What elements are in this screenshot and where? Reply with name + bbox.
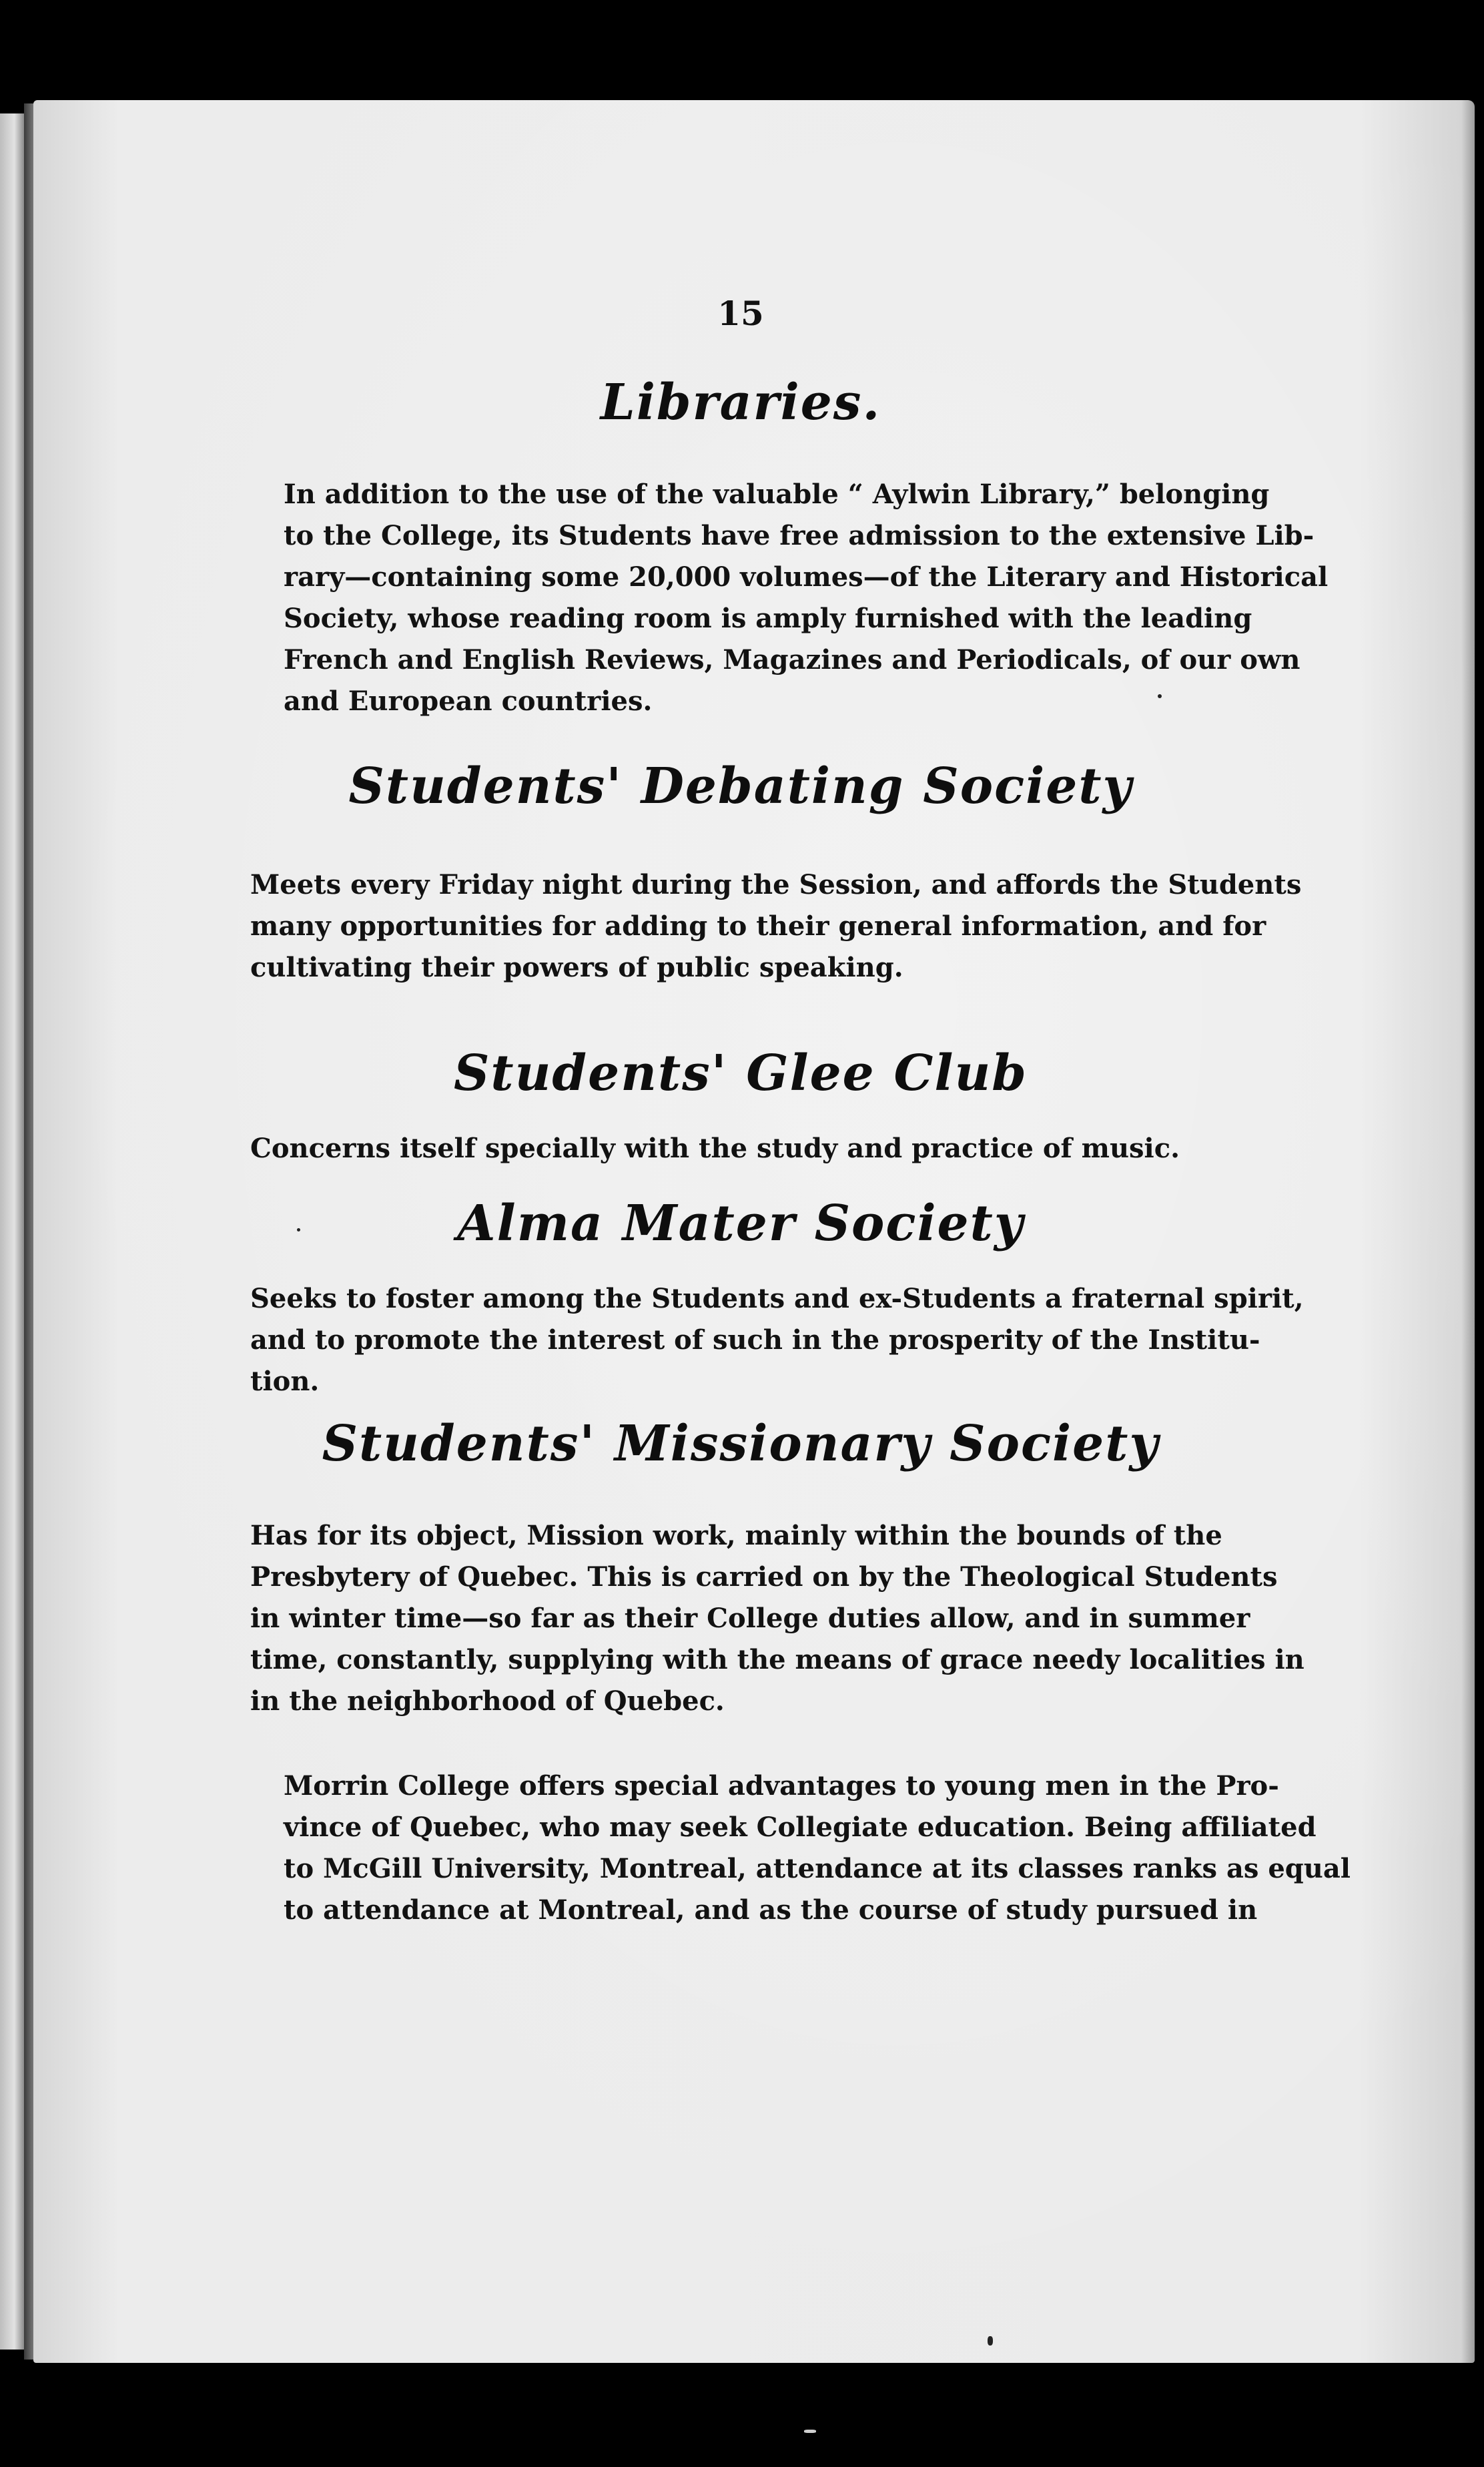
text-line: Concerns itself specially with the study and practice of music.	[250, 1133, 1180, 1164]
text-line: to McGill University, Montreal, attendance at its classes ranks as equal	[284, 1853, 1351, 1884]
heading-alma-mater-society: Alma Mater Society	[457, 1195, 1024, 1252]
paragraph-morrin-college	[250, 1765, 1351, 1931]
text-line: Has for its object, Mission work, mainly within the bounds of the	[250, 1520, 1222, 1551]
text-line: rary—containing some 20,000 volumes—of the Literary and Historical	[284, 561, 1329, 593]
text-line: in the neighborhood of Quebec.	[250, 1685, 725, 1717]
text-line: in winter time—so far as their College duties allow, and in summer	[250, 1603, 1250, 1634]
paragraph-missionary-society	[250, 1515, 1305, 1722]
previous-page-edge	[0, 113, 24, 2350]
heading-glee-club: Students' Glee Club	[453, 1045, 1028, 1102]
page-edge-shadow	[1461, 100, 1475, 2363]
text-line: Morrin College offers special advantages to young men in the Pro-	[284, 1770, 1279, 1802]
page-number: 15	[717, 294, 764, 333]
text-line: French and English Reviews, Magazines and Periodicals, of our own	[284, 644, 1301, 675]
text-line: to the College, its Students have free admission to the extensive Lib-	[284, 520, 1315, 551]
heading-missionary-society: Students' Missionary Society	[322, 1415, 1160, 1472]
heading-debating-society: Students' Debating Society	[348, 758, 1133, 815]
text-line: Meets every Friday night during the Session, and affords the Students	[250, 869, 1302, 900]
heading-libraries: Libraries.	[600, 374, 881, 431]
text-line: time, constantly, supplying with the means of grace needy localities in	[250, 1644, 1305, 1675]
text-line: Society, whose reading room is amply furnished with the leading	[284, 603, 1252, 634]
paragraph-glee-club	[250, 1128, 1221, 1169]
text-line: cultivating their powers of public speaking.	[250, 952, 903, 983]
scan-speck	[804, 2430, 816, 2433]
text-line: tion.	[250, 1366, 320, 1397]
scan-speck	[988, 2336, 993, 2346]
scan-speck	[1158, 694, 1162, 698]
paragraph-alma-mater-society	[250, 1278, 1304, 1402]
text-line: and to promote the interest of such in the prosperity of the Institu-	[250, 1324, 1260, 1356]
text-line: In addition to the use of the valuable “ Aylwin Library,” belonging	[284, 479, 1270, 510]
text-line: Presbytery of Quebec. This is carried on by the Theological Students	[250, 1561, 1278, 1593]
scan-speck	[297, 1228, 300, 1231]
text-line: many opportunities for adding to their general information, and for	[250, 910, 1266, 942]
text-line: and European countries.	[284, 686, 653, 717]
text-line: to attendance at Montreal, and as the course of study pursued in	[284, 1894, 1258, 1926]
text-line: vince of Quebec, who may seek Collegiate education. Being affiliated	[284, 1812, 1317, 1843]
text-line: Seeks to foster among the Students and ex-Students a fraternal spirit,	[250, 1283, 1304, 1314]
paragraph-libraries	[250, 474, 1329, 722]
paragraph-debating-society	[250, 864, 1302, 989]
